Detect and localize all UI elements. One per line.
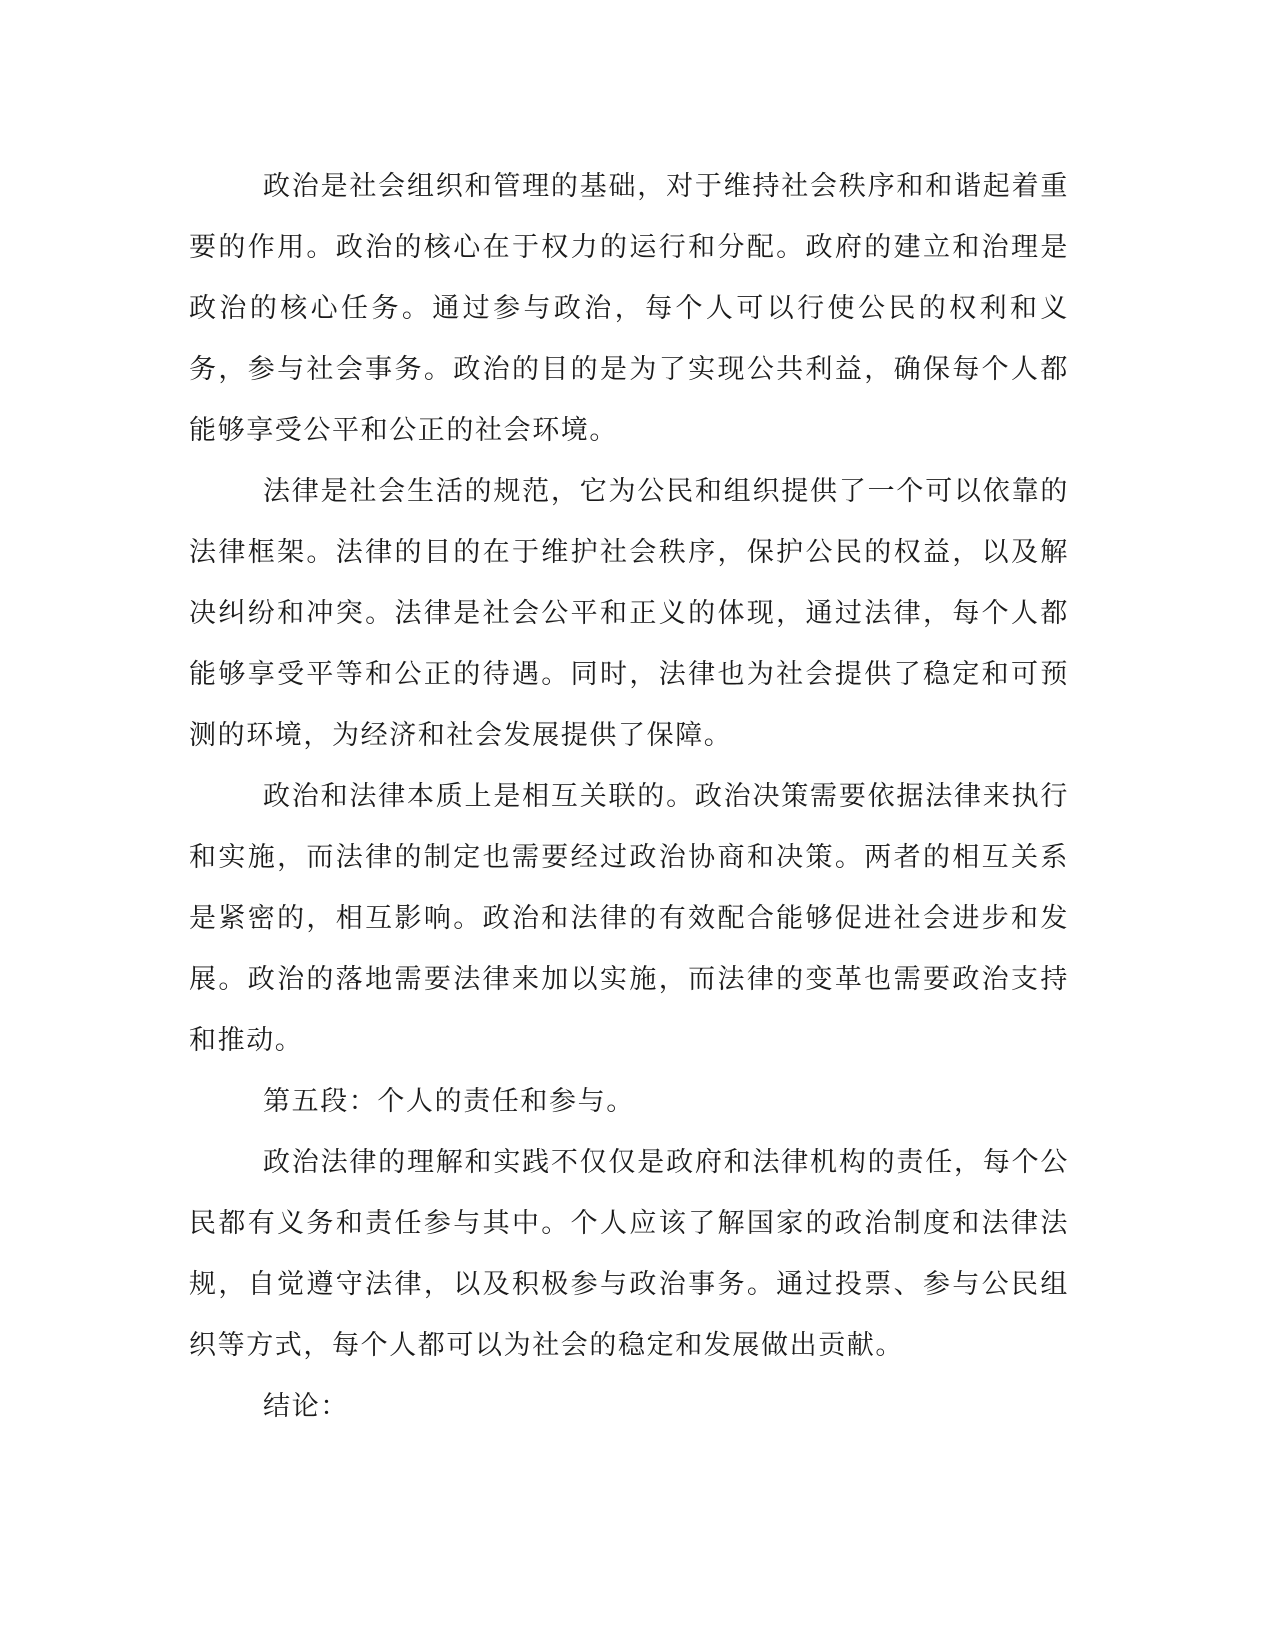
document-body [189,156,1069,1437]
paragraph-law: 法律是社会生活的规范，它为公民和组织提供了一个可以依靠的法律框架。法律的目的在于维护社会秩序，保护公民的权益，以及解决纠纷和冲突。法律是社会公平和正义的体现，通过法律，每个人都能够享受平等和公正的待遇。同时，法律也为社会提供了稳定和可预测的环境，为经济和社会发展提供了保障。 [189,476,1069,751]
section-heading-conclusion: 结论： [263,1391,349,1422]
section-heading-personal-responsibility: 第五段：个人的责任和参与。 [263,1086,635,1117]
paragraph-politics: 政治是社会组织和管理的基础，对于维持社会秩序和和谐起着重要的作用。政治的核心在于权力的运行和分配。政府的建立和治理是政治的核心任务。通过参与政治，每个人可以行使公民的权利和义务，参与社会事务。政治的目的是为了实现公共利益，确保每个人都能够享受公平和公正的社会环境。 [189,171,1069,446]
paragraph-personal-responsibility: 政治法律的理解和实践不仅仅是政府和法律机构的责任，每个公民都有义务和责任参与其中。个人应该了解国家的政治制度和法律法规，自觉遵守法律，以及积极参与政治事务。通过投票、参与公民组织等方式，每个人都可以为社会的稳定和发展做出贡献。 [189,1147,1069,1361]
paragraph-relationship: 政治和法律本质上是相互关联的。政治决策需要依据法律来执行和实施，而法律的制定也需要经过政治协商和决策。两者的相互关系是紧密的，相互影响。政治和法律的有效配合能够促进社会进步和发展。政治的落地需要法律来加以实施，而法律的变革也需要政治支持和推动。 [189,781,1069,1056]
